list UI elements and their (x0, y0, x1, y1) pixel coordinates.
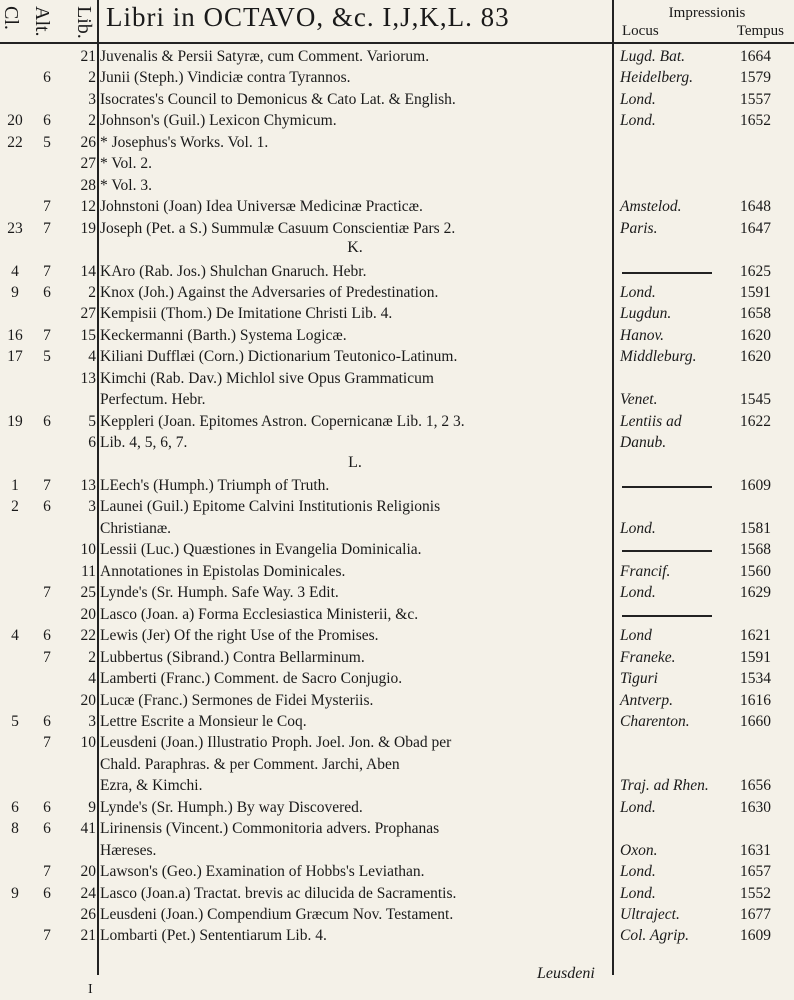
entry-title: Ezra, & Kimchi. (100, 777, 203, 795)
table-row (0, 132, 794, 154)
imprint-place: Lond. (620, 90, 656, 108)
signature-mark: I (88, 982, 93, 997)
imprint-year: 1660 (740, 712, 771, 730)
table-row (0, 325, 794, 347)
imprint-place: Lond (620, 627, 652, 645)
imprint-year: 1616 (740, 691, 771, 709)
imprint-year: 1581 (740, 519, 771, 537)
table-row (0, 754, 794, 776)
shelf-number: 6 (43, 69, 51, 87)
imprint-year: 1629 (740, 584, 771, 602)
entry-title: Juvenalis & Persii Satyræ, cum Comment. Variorum. (100, 48, 430, 65)
imprint-year: 1647 (740, 219, 771, 237)
page-title: Libri in OCTAVO, &c. I,J,K,L. 83 (106, 2, 510, 32)
table-row (0, 539, 794, 561)
imprint-year: 1625 (740, 262, 771, 280)
shelf-number: 6 (43, 498, 51, 516)
book-number: 20 (80, 605, 96, 623)
book-number: 19 (80, 219, 96, 237)
class-number: 9 (11, 884, 19, 902)
imprint-year: 1591 (740, 283, 771, 301)
catchword: Leusdeni (537, 965, 595, 982)
imprint-year: 1552 (740, 884, 771, 902)
book-number: 13 (80, 477, 96, 494)
book-number: 25 (80, 584, 96, 602)
imprint-year: 1557 (740, 90, 771, 108)
imprint-year: 1568 (740, 541, 771, 559)
imprint-year: 1630 (740, 798, 771, 816)
imprint-place: Lugdun. (620, 305, 672, 323)
ditto-rule (622, 272, 712, 274)
imprint-year: 1622 (740, 412, 771, 430)
entry-title: Perfectum. Hebr. (100, 391, 206, 409)
imprint-header (622, 4, 792, 40)
table-row (0, 261, 794, 283)
book-number: 21 (80, 48, 96, 65)
imprint-place: Traj. ad Rhen. (620, 777, 709, 795)
imprint-place: Antverp. (620, 691, 673, 709)
tempus-label: Tempus (736, 23, 784, 39)
table-row (0, 925, 794, 947)
table-row (0, 732, 794, 754)
shelf-number: 7 (43, 648, 51, 666)
table-row (0, 432, 794, 454)
book-number: 2 (88, 283, 96, 301)
shelf-number: 7 (43, 326, 51, 344)
entry-title: * Vol. 2. (100, 155, 152, 173)
entry-title: Chald. Paraphras. & per Comment. Jarchi, Aben (100, 755, 400, 773)
shelf-number: 7 (43, 863, 51, 881)
book-number: 22 (80, 627, 96, 645)
book-number: 10 (80, 734, 96, 752)
entry-title: Christianæ. (100, 519, 172, 537)
book-number: 3 (88, 90, 96, 108)
book-number: 9 (88, 798, 96, 816)
book-number: 2 (88, 69, 96, 87)
section-letter: K. (347, 239, 363, 257)
table-row (0, 153, 794, 175)
shelf-number: 5 (43, 133, 51, 151)
entry-title: * Vol. 3. (100, 176, 152, 194)
class-number: 1 (11, 477, 19, 494)
book-number: 2 (88, 112, 96, 130)
imprint-year: 1609 (740, 477, 771, 494)
shelf-number: 6 (43, 112, 51, 130)
imprint-year: 1620 (740, 326, 771, 344)
entry-title: Lessii (Luc.) Quæstiones in Evangelia Dominicalia. (100, 541, 422, 559)
table-row (0, 411, 794, 433)
entry-title: Hæreses. (100, 841, 157, 859)
entry-title: Keckermanni (Barth.) Systema Logicæ. (100, 326, 347, 344)
table-row (0, 46, 794, 68)
table-row (0, 389, 794, 411)
table-row (0, 797, 794, 819)
imprint-place: Lond. (620, 283, 656, 301)
class-number: 20 (7, 112, 23, 130)
book-number: 41 (80, 820, 96, 838)
table-row (0, 625, 794, 647)
table-row (0, 368, 794, 390)
entry-title: Lettre Escrite a Monsieur le Coq. (100, 712, 307, 730)
shelf-number: 7 (43, 262, 51, 280)
entry-title: Lawson's (Geo.) Examination of Hobbs's Leviathan. (100, 863, 425, 881)
class-number: 9 (11, 283, 19, 301)
table-row (0, 303, 794, 325)
ditto-rule (622, 615, 712, 617)
table-row (0, 282, 794, 304)
shelf-number: 6 (43, 820, 51, 838)
book-number: 4 (88, 348, 96, 366)
entry-title: Annotationes in Epistolas Dominicales. (100, 562, 346, 580)
imprint-place: Franeke. (620, 648, 676, 666)
entry-title: Lasco (Joan. a) Forma Ecclesiastica Ministerii, &c. (100, 605, 419, 623)
class-number: 19 (7, 412, 23, 430)
shelf-number: 7 (43, 198, 51, 216)
imprint-place: Tiguri (620, 670, 658, 688)
book-number: 11 (81, 562, 96, 580)
table-row (0, 89, 794, 111)
table-row (0, 668, 794, 690)
imprint-place: Hanov. (620, 326, 665, 344)
book-number: 14 (80, 262, 96, 280)
entry-title: Keppleri (Joan. Epitomes Astron. Copernicanæ Lib. 1, 2 3. (100, 412, 465, 430)
class-number: 5 (11, 712, 19, 730)
book-number: 6 (88, 434, 96, 452)
book-number: 21 (80, 927, 96, 945)
imprint-year: 1579 (740, 69, 771, 87)
header-rule (0, 42, 794, 44)
table-row (0, 67, 794, 89)
table-row (0, 218, 794, 240)
imprint-place: Heidelberg. (620, 69, 694, 87)
imprint-year: 1656 (740, 777, 771, 795)
class-number: 8 (11, 820, 19, 838)
shelf-number: 6 (43, 283, 51, 301)
book-number: 20 (80, 863, 96, 881)
book-number: 26 (80, 906, 96, 923)
imprint-year: 1620 (740, 348, 771, 366)
table-row (0, 110, 794, 132)
shelf-number: 7 (43, 927, 51, 945)
imprint-year: 1545 (740, 391, 771, 409)
entry-title: KAro (Rab. Jos.) Shulchan Gnaruch. Hebr. (100, 262, 367, 280)
entry-title: Isocrates's Council to Demonicus & Cato Lat. & English. (100, 90, 456, 108)
entry-title: Launei (Guil.) Epitome Calvini Institutionis Religionis (100, 498, 441, 516)
book-number: 27 (80, 305, 96, 323)
imprint-place: Charenton. (620, 712, 690, 730)
book-number: 12 (80, 198, 96, 216)
imprint-place: Paris. (620, 219, 658, 237)
entry-title: Leusdeni (Joan.) Illustratio Proph. Joel. Jon. & Obad per (100, 734, 452, 752)
class-number: 23 (7, 219, 23, 237)
ditto-rule (622, 550, 712, 552)
table-row (0, 561, 794, 583)
class-number: 4 (11, 627, 19, 645)
imprint-year: 1621 (740, 627, 771, 645)
entry-title: Kempisii (Thom.) De Imitatione Christi Lib. 4. (100, 305, 393, 323)
book-number: 10 (80, 541, 96, 559)
table-row (0, 496, 794, 518)
class-number: 4 (11, 262, 19, 280)
entry-title: Lamberti (Franc.) Comment. de Sacro Conjugio. (100, 670, 403, 688)
imprint-year: 1631 (740, 841, 771, 859)
imprint-year: 1534 (740, 670, 771, 688)
entry-title: Kimchi (Rab. Dav.) Michlol sive Opus Grammaticum (100, 369, 434, 387)
table-row (0, 690, 794, 712)
table-row (0, 861, 794, 883)
shelf-number: 6 (43, 712, 51, 730)
header-cl: Cl. (0, 6, 22, 30)
entry-title: Kiliani Dufflæi (Corn.) Dictionarium Teutonico-Latinum. (100, 348, 458, 366)
table-row (0, 346, 794, 368)
entry-title: Johnstoni (Joan) Idea Universæ Medicinæ Practicæ. (100, 198, 423, 216)
book-number: 27 (80, 155, 96, 173)
book-number: 2 (88, 648, 96, 666)
entry-title: Lirinensis (Vincent.) Commonitoria advers. Prophanas (100, 820, 440, 838)
table-row (0, 196, 794, 218)
book-number: 5 (88, 412, 96, 430)
imprint-place: Middleburg. (620, 348, 697, 366)
shelf-number: 7 (43, 477, 51, 494)
shelf-number: 7 (43, 219, 51, 237)
shelf-number: 7 (43, 584, 51, 602)
imprint-place: Lond. (620, 519, 656, 537)
book-number: 26 (80, 133, 96, 151)
shelf-number: 6 (43, 627, 51, 645)
table-row (0, 904, 794, 926)
shelf-number: 7 (43, 734, 51, 752)
table-row (0, 647, 794, 669)
book-number: 24 (80, 884, 96, 902)
imprint-label: Impressionis (668, 5, 746, 21)
table-row (0, 818, 794, 840)
imprint-year: 1648 (740, 198, 771, 216)
section-letter: L. (348, 453, 362, 471)
imprint-place: Lond. (620, 863, 656, 881)
table-row (0, 711, 794, 733)
ditto-rule (622, 486, 712, 488)
book-number: 4 (88, 670, 96, 688)
imprint-year: 1677 (740, 906, 771, 923)
class-number: 6 (11, 798, 19, 816)
table-row (0, 175, 794, 197)
imprint-year: 1652 (740, 112, 771, 130)
entry-title: LEech's (Humph.) Triumph of Truth. (100, 477, 330, 494)
entry-title: Joseph (Pet. a S.) Summulæ Casuum Conscientiæ Pars 2. (100, 219, 456, 237)
imprint-place: Lugd. Bat. (620, 48, 686, 65)
table-row (0, 775, 794, 797)
table-row (0, 518, 794, 540)
entry-title: Lewis (Jer) Of the right Use of the Promises. (100, 627, 379, 645)
book-number: 15 (80, 326, 96, 344)
entry-title: Leusdeni (Joan.) Compendium Græcum Nov. Testament. (100, 906, 454, 923)
book-number: 13 (80, 369, 96, 387)
imprint-year: 1657 (740, 863, 771, 881)
entry-title: Lucæ (Franc.) Sermones de Fidei Mysteriis. (100, 691, 374, 709)
imprint-year: 1664 (740, 48, 771, 65)
imprint-year: 1609 (740, 927, 771, 945)
imprint-year: 1591 (740, 648, 771, 666)
table-row (0, 840, 794, 862)
table-row (0, 883, 794, 905)
imprint-place: Col. Agrip. (620, 927, 690, 945)
imprint-place: Danub. (620, 434, 667, 452)
entry-title: Lombarti (Pet.) Sententiarum Lib. 4. (100, 927, 327, 945)
entry-title: Lynde's (Sr. Humph.) By way Discovered. (100, 798, 363, 816)
entry-title: Junii (Steph.) Vindiciæ contra Tyrannos. (100, 69, 351, 87)
entry-title: Lubbertus (Sibrand.) Contra Bellarminum. (100, 648, 365, 666)
shelf-number: 6 (43, 884, 51, 902)
imprint-place: Ultraject. (620, 906, 680, 923)
imprint-place: Lentiis ad (620, 412, 682, 430)
shelf-number: 6 (43, 412, 51, 430)
class-number: 17 (7, 348, 23, 366)
table-row (0, 604, 794, 626)
table-row (0, 475, 794, 497)
imprint-place: Lond. (620, 584, 656, 602)
imprint-place: Francif. (620, 562, 671, 580)
class-number: 16 (7, 326, 23, 344)
book-number: 28 (80, 176, 96, 194)
imprint-year: 1658 (740, 305, 771, 323)
locus-label: Locus (622, 23, 659, 39)
book-number: 3 (88, 498, 96, 516)
book-number: 3 (88, 712, 96, 730)
imprint-year: 1560 (740, 562, 771, 580)
entry-title: Lynde's (Sr. Humph. Safe Way. 3 Edit. (100, 584, 339, 602)
shelf-number: 6 (43, 798, 51, 816)
imprint-place: Oxon. (620, 841, 658, 859)
imprint-place: Venet. (620, 391, 658, 409)
entry-title: * Josephus's Works. Vol. 1. (100, 133, 269, 151)
table-row (0, 582, 794, 604)
class-number: 22 (7, 133, 23, 151)
imprint-place: Lond. (620, 112, 656, 130)
header-lib: Lib. (73, 6, 95, 39)
entry-title: Lib. 4, 5, 6, 7. (100, 434, 188, 452)
entry-title: Lasco (Joan.a) Tractat. brevis ac dilucida de Sacramentis. (100, 884, 457, 902)
imprint-place: Lond. (620, 884, 656, 902)
imprint-place: Lond. (620, 798, 656, 816)
entry-title: Knox (Joh.) Against the Adversaries of Predestination. (100, 283, 439, 301)
class-number: 2 (11, 498, 19, 516)
book-number: 20 (80, 691, 96, 709)
shelf-number: 5 (43, 348, 51, 366)
header-alt: Alt. (31, 6, 53, 37)
entry-title: Johnson's (Guil.) Lexicon Chymicum. (100, 112, 337, 130)
imprint-place: Amstelod. (620, 198, 682, 216)
